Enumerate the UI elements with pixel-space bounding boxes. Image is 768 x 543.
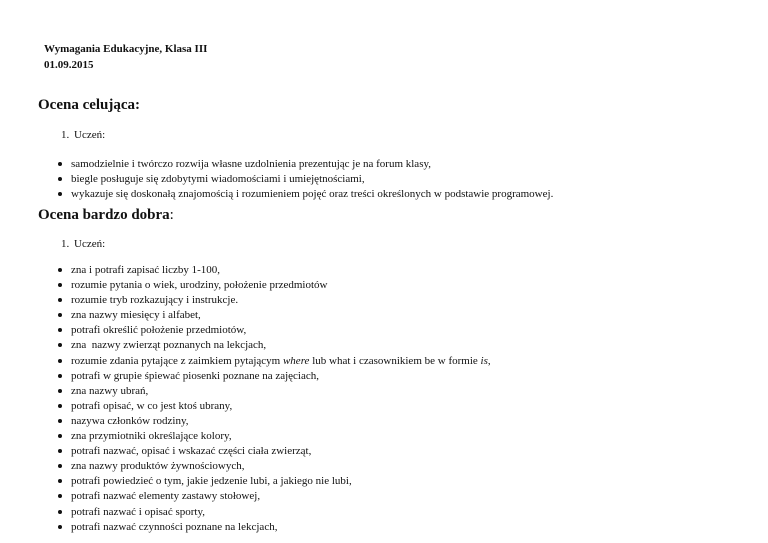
- bullet-icon: [58, 177, 62, 181]
- list-item: potrafi nazwać, opisać i wskazać części ciała zwierząt,: [58, 444, 491, 459]
- bullet-icon: [58, 525, 62, 529]
- bullet-list-bardzo-dobra: [58, 263, 491, 535]
- bullet-icon: [58, 479, 62, 483]
- list-item: potrafi w grupie śpiewać piosenki poznane na zajęciach,: [58, 369, 491, 384]
- list-item: wykazuje się doskonałą znajomością i rozumieniem pojęć oraz treści określonych w podstawie programowej.: [58, 187, 553, 202]
- bullet-icon: [58, 192, 62, 196]
- list-item: zna przymiotniki określające kolory,: [58, 429, 491, 444]
- list-item: potrafi opisać, w co jest ktoś ubrany,: [58, 399, 491, 414]
- list-item: rozumie pytania o wiek, urodziny, położenie przedmiotów: [58, 278, 491, 293]
- list-item: potrafi nazwać czynności poznane na lekcjach,: [58, 520, 491, 535]
- bullet-icon: [58, 404, 62, 408]
- bullet-icon: [58, 162, 62, 166]
- bullet-icon: [58, 419, 62, 423]
- bullet-icon: [58, 328, 62, 332]
- numbered-label: Uczeń:: [74, 238, 106, 250]
- numbered-item-uczen: [61, 128, 105, 142]
- document-title: Wymagania Edukacyjne, Klasa III: [44, 43, 208, 55]
- bullet-icon: [58, 343, 62, 347]
- numbered-item-uczen: [61, 237, 105, 251]
- bullet-icon: [58, 389, 62, 393]
- list-item: potrafi nazwać i opisać sporty,: [58, 505, 491, 520]
- section-title-text: Ocena bardzo dobra: [38, 207, 170, 223]
- list-item: samodzielnie i twórczo rozwija własne uzdolnienia prezentując je na forum klasy,: [58, 157, 553, 172]
- list-item: zna nazwy ubrań,: [58, 384, 491, 399]
- list-number: 1.: [61, 238, 70, 250]
- bullet-icon: [58, 374, 62, 378]
- list-item: potrafi powiedzieć o tym, jakie jedzenie lubi, a jakiego nie lubi,: [58, 474, 491, 489]
- bullet-icon: [58, 313, 62, 317]
- bullet-icon: [58, 449, 62, 453]
- list-item: rozumie tryb rozkazujący i instrukcje.: [58, 293, 491, 308]
- list-item: potrafi określić położenie przedmiotów,: [58, 323, 491, 338]
- list-item: zna nazwy zwierząt poznanych na lekcjach,: [58, 338, 491, 353]
- numbered-label: Uczeń:: [74, 129, 106, 141]
- list-item: zna nazwy produktów żywnościowych,: [58, 459, 491, 474]
- bullet-icon: [58, 268, 62, 272]
- section-title-bardzo-dobra: [38, 206, 174, 224]
- list-item: rozumie zdania pytające z zaimkiem pytającym where lub what i czasownikiem be w formie is,: [58, 354, 491, 369]
- document-header: [44, 41, 207, 73]
- list-item: zna nazwy miesięcy i alfabet,: [58, 308, 491, 323]
- bullet-icon: [58, 283, 62, 287]
- bullet-list-celujaca: [58, 157, 553, 202]
- list-item: potrafi nazwać elementy zastawy stołowej,: [58, 489, 491, 504]
- section-title-celujaca: [38, 96, 140, 114]
- section-title-colon: :: [169, 207, 174, 223]
- list-item: biegle posługuje się zdobytymi wiadomościami i umiejętnościami,: [58, 172, 553, 187]
- list-item: zna i potrafi zapisać liczby 1-100,: [58, 263, 491, 278]
- bullet-icon: [58, 510, 62, 514]
- list-number: 1.: [61, 129, 70, 141]
- bullet-icon: [58, 494, 62, 498]
- bullet-icon: [58, 464, 62, 468]
- document-date: 01.09.2015: [44, 59, 94, 71]
- bullet-icon: [58, 298, 62, 302]
- list-item: nazywa członków rodziny,: [58, 414, 491, 429]
- section-title-text: Ocena celująca:: [38, 97, 141, 113]
- bullet-icon: [58, 434, 62, 438]
- bullet-icon: [58, 359, 62, 363]
